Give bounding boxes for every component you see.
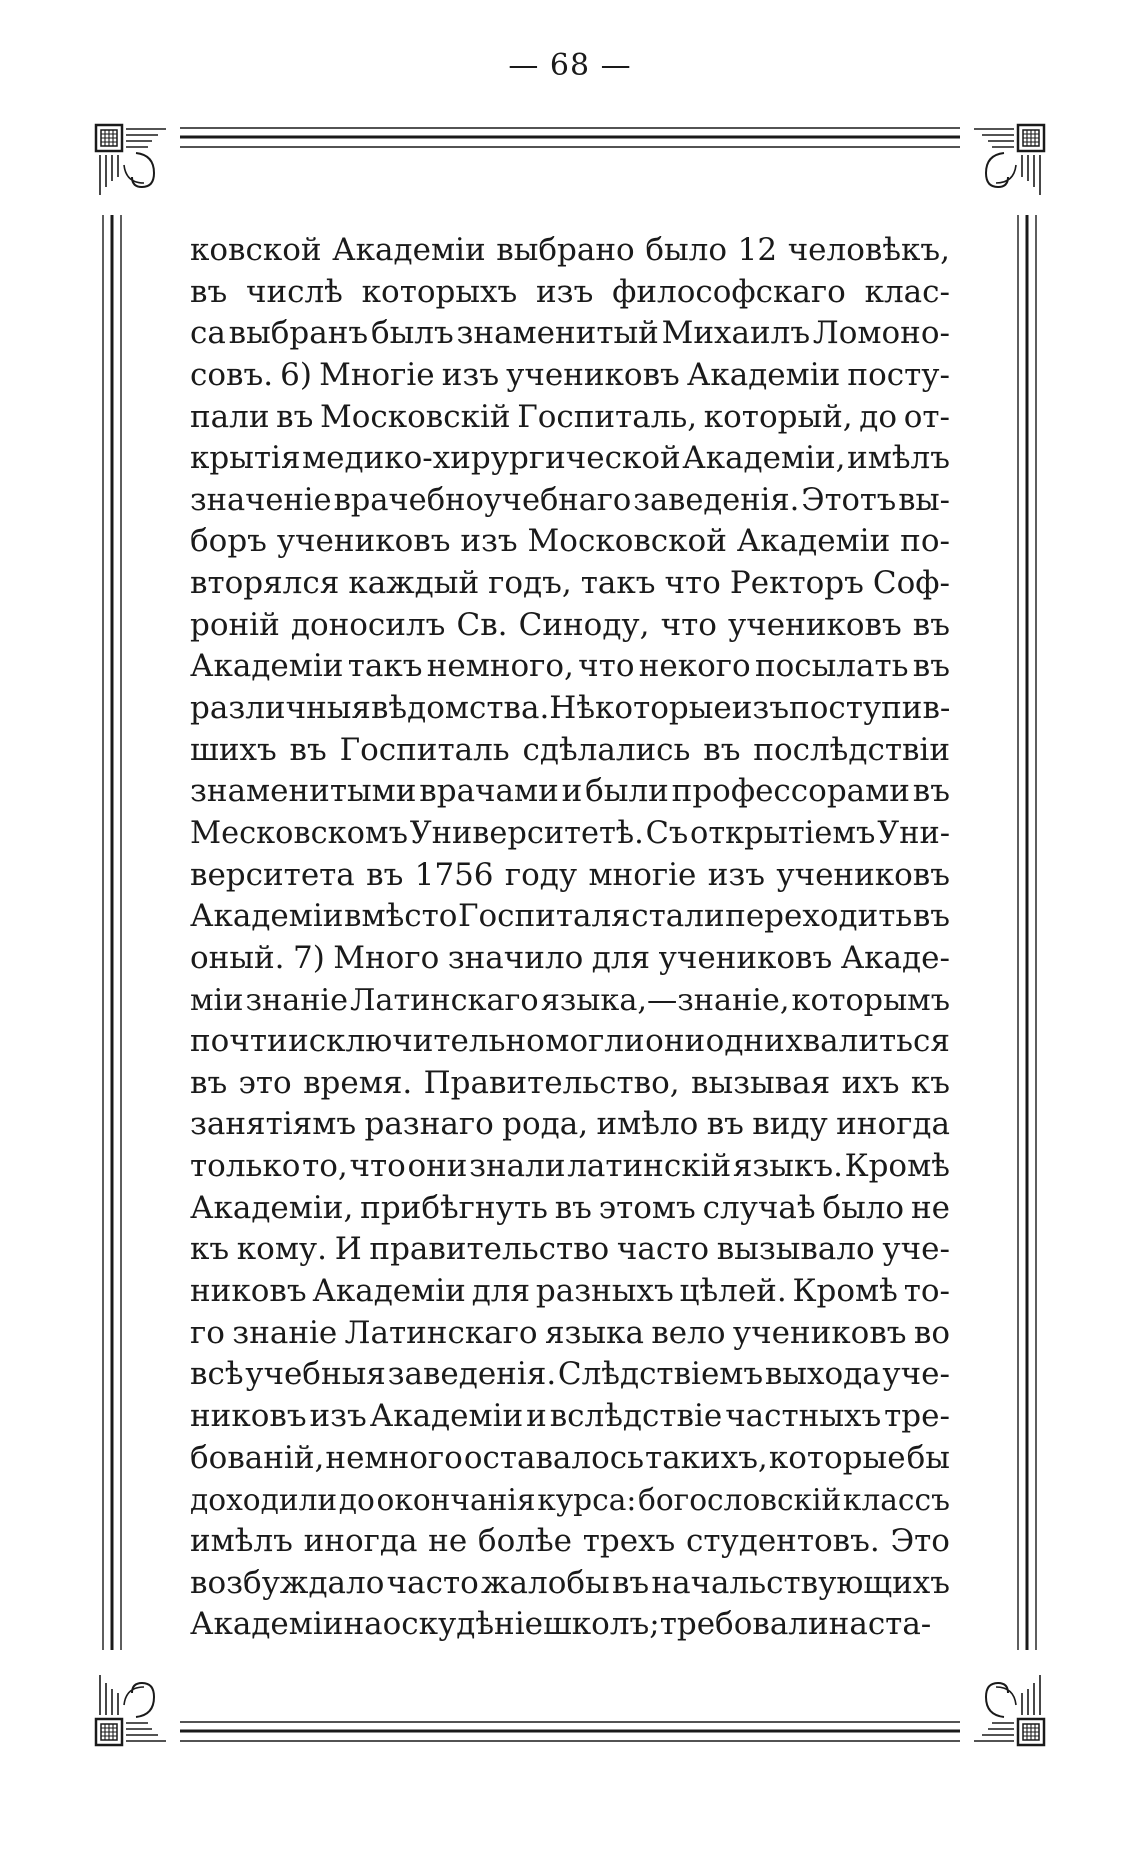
word: Московскій [319, 398, 511, 435]
word: никовъ [190, 1397, 307, 1434]
word: классъ [842, 1482, 950, 1518]
word: въ [190, 273, 228, 310]
word: клас- [864, 273, 950, 310]
word: болѣе [477, 1522, 572, 1559]
word: этомъ [598, 1189, 696, 1226]
word: возбуждало [190, 1564, 385, 1601]
word: въ [703, 731, 741, 768]
word: переходить [725, 898, 913, 935]
word: были [585, 773, 669, 810]
word: Академіи [190, 1606, 344, 1643]
word: въ [554, 1189, 592, 1226]
word: въ [611, 1564, 650, 1601]
word: имѣлъ [847, 440, 950, 477]
word: для [471, 1273, 531, 1310]
word: значеніе [190, 482, 332, 518]
word: сдѣлались [522, 731, 691, 768]
word: студентовъ. [686, 1522, 880, 1559]
word: вызывало [716, 1231, 875, 1268]
word: человѣкъ, [787, 232, 950, 268]
word: медико-хирургической [302, 440, 681, 477]
word: Госпиталь, [517, 398, 698, 435]
text-line [190, 646, 950, 688]
word: крытія [190, 440, 301, 477]
word: го [190, 1314, 225, 1351]
word: Ректоръ [729, 565, 864, 602]
word: имѣлъ [190, 1522, 293, 1559]
word: вторялся [190, 565, 340, 602]
word: профессорами [671, 773, 910, 810]
text-line [190, 938, 950, 980]
text-line [190, 688, 950, 730]
text-line [190, 480, 950, 522]
word: рода, [502, 1106, 589, 1143]
text-line [190, 1271, 950, 1313]
word: имѣло [596, 1106, 699, 1143]
word: Академіи [190, 648, 344, 685]
word: немного [325, 1439, 463, 1476]
text-line [190, 1396, 950, 1438]
word: Многіе [319, 356, 435, 393]
word: 7) [292, 939, 325, 976]
frame-right-rule [1018, 215, 1036, 1650]
word: латинскій [567, 1148, 732, 1185]
text-line [190, 1354, 950, 1396]
word: совъ. [190, 356, 274, 393]
word: одни [705, 1023, 785, 1060]
word: Академіи, [190, 1189, 354, 1226]
word: требовали [659, 1606, 829, 1643]
word: никовъ [190, 1273, 307, 1310]
word: Академіи [686, 356, 841, 393]
word: 1756 [414, 856, 494, 893]
word: курса: [537, 1482, 637, 1518]
word: ихъ [841, 1064, 900, 1101]
frame-bottom-rule [180, 1722, 960, 1741]
text-line [190, 980, 950, 1022]
word: который, [703, 398, 853, 435]
word: Академіи, [682, 440, 846, 477]
word: окончанія [376, 1482, 536, 1518]
word: языкъ. [732, 1148, 843, 1185]
word: бы [906, 1439, 950, 1476]
word: могли [545, 1023, 645, 1060]
word: не [910, 1189, 950, 1226]
word: на [343, 1606, 383, 1643]
text-line [190, 521, 950, 563]
word: Московской [527, 523, 727, 560]
word: почти [190, 1023, 288, 1060]
word: наста- [828, 1606, 932, 1643]
word: оный. [190, 939, 285, 976]
word: изъ [441, 356, 500, 393]
word: от- [903, 398, 950, 435]
text-line [190, 397, 950, 439]
frame-left-rule [103, 215, 121, 1650]
word: въ [289, 731, 327, 768]
word: боръ [190, 523, 267, 560]
word: Академіи [332, 232, 486, 268]
word: Съ [645, 815, 689, 851]
word: по- [900, 523, 950, 560]
word: начальствующихъ [651, 1564, 950, 1601]
word: разныхъ [535, 1273, 674, 1310]
text-line [190, 1604, 950, 1646]
word: такъ [580, 565, 656, 602]
text-line [190, 1229, 950, 1271]
word: учениковъ [506, 356, 680, 393]
word: Акаде- [840, 939, 950, 976]
word: врачами [419, 773, 559, 810]
word: доходили [190, 1482, 338, 1518]
word: пали [190, 398, 270, 435]
word: тре- [884, 1397, 950, 1434]
text-line [190, 1104, 950, 1146]
word: оставалось [463, 1439, 644, 1476]
word: каждый [348, 565, 480, 602]
word: они [407, 1148, 468, 1185]
word: И [334, 1231, 362, 1268]
word: годъ, [488, 565, 572, 602]
word: доносилъ [290, 606, 446, 643]
word: часто [386, 1564, 479, 1601]
word: Месковскомъ [190, 815, 408, 851]
word: 6) [280, 356, 312, 393]
word: которые [768, 1439, 906, 1476]
word: уче- [882, 1356, 950, 1393]
text-line [190, 1313, 950, 1355]
text-line [190, 605, 950, 647]
word: въ [912, 648, 950, 685]
word: Нѣкоторые [549, 690, 732, 727]
word: бованій, [190, 1439, 325, 1476]
word: 12 [737, 232, 778, 268]
word: учениковъ [728, 606, 902, 643]
text-line [190, 813, 950, 855]
frame-top-rule [180, 128, 960, 147]
word: цѣлей. [679, 1273, 787, 1310]
corner-ornament-bottom-left [96, 1675, 166, 1745]
word: что [578, 648, 635, 685]
word: виду [752, 1106, 828, 1143]
word: языка,—знаніе, [540, 982, 790, 1018]
word: жалобы [481, 1564, 610, 1601]
word: оскудѣніе [382, 1606, 543, 1643]
word: то, [302, 1148, 348, 1185]
word: время. [303, 1064, 413, 1101]
word: учебныя [245, 1356, 386, 1393]
word: въ [912, 898, 950, 935]
word: хвалиться [785, 1023, 950, 1060]
word: до [338, 1482, 375, 1518]
word: вело [651, 1314, 726, 1351]
text-line [190, 855, 950, 897]
body-text [190, 230, 950, 1646]
word: иногда [303, 1522, 418, 1559]
word: значило [447, 939, 584, 976]
word: знаменитыми [190, 773, 417, 810]
word: случаѣ [702, 1189, 816, 1226]
word: то- [903, 1273, 950, 1310]
word: было [822, 1189, 905, 1226]
word: вмѣсто [344, 898, 458, 935]
word: стали [631, 898, 725, 935]
word: знаменитый [456, 315, 659, 352]
word: Много [333, 939, 440, 976]
word: Кромѣ [792, 1273, 898, 1310]
word: изъ [707, 856, 766, 893]
word: учениковъ [276, 523, 451, 560]
text-line [190, 896, 950, 938]
word: различныя [190, 690, 371, 727]
word: былъ [370, 315, 454, 352]
word: выбранъ [228, 315, 369, 352]
word: часто [616, 1231, 710, 1268]
word: языка [544, 1314, 644, 1351]
word: они [645, 1023, 706, 1060]
word: школъ; [542, 1606, 660, 1643]
word: въ [912, 606, 950, 643]
word: и [561, 773, 583, 810]
word: Правительство, [423, 1064, 680, 1101]
word: частныхъ [725, 1397, 882, 1434]
word: вызывая [691, 1064, 831, 1101]
word: и [526, 1397, 547, 1434]
word: поступив- [789, 690, 951, 727]
word: къ [910, 1064, 950, 1101]
word: уче- [882, 1231, 950, 1268]
corner-ornament-top-right [974, 125, 1044, 195]
word: для [591, 939, 651, 976]
word: учениковъ [658, 939, 833, 976]
corner-ornament-top-left [96, 125, 166, 195]
text-line [190, 730, 950, 772]
text-line [190, 230, 950, 272]
word: правительство [369, 1231, 610, 1268]
word: Университетѣ. [409, 815, 644, 851]
word: Госпиталь [339, 731, 510, 768]
word: многіе [588, 856, 697, 893]
word: знали [469, 1148, 566, 1185]
corner-ornament-bottom-right [974, 1675, 1044, 1745]
word: что [664, 565, 721, 602]
word: всѣ [190, 1356, 244, 1393]
word: Госпиталя [457, 898, 631, 935]
word: вслѣдствіе [549, 1397, 723, 1434]
word: это [238, 1064, 292, 1101]
word: исключительно [288, 1023, 545, 1060]
word: посылать [754, 648, 909, 685]
word: роній [190, 606, 280, 643]
text-line [190, 1021, 950, 1063]
word: послѣдствіи [753, 731, 950, 768]
word: Соф- [872, 565, 950, 602]
word: некого [638, 648, 751, 685]
word: Академіи [190, 898, 344, 935]
word: которыхъ [361, 273, 518, 310]
text-line [190, 1063, 950, 1105]
word: учениковъ [776, 856, 950, 893]
word: въ [366, 856, 404, 893]
word: въ [912, 773, 950, 810]
word: Ломоно- [812, 315, 950, 352]
text-line [190, 771, 950, 813]
word: верситета [190, 856, 355, 893]
text-line [190, 1479, 950, 1521]
word: Уни- [877, 815, 950, 851]
word: къ [190, 1231, 230, 1268]
word: изъ [731, 690, 790, 727]
word: Этотъ [801, 482, 897, 518]
word: прибѣгнуть [360, 1189, 548, 1226]
word: иногда [836, 1106, 950, 1143]
word: Академіи [312, 1273, 466, 1310]
word: Михаилъ [661, 315, 811, 352]
word: кому. [236, 1231, 328, 1268]
word: изъ [309, 1397, 367, 1434]
word: не [428, 1522, 468, 1559]
word: посту- [847, 356, 950, 393]
word: ковской [190, 232, 322, 268]
word: знаніе [245, 982, 349, 1018]
word: открытіемъ [690, 815, 876, 851]
word: году [504, 856, 578, 893]
word: богословскій [638, 1482, 842, 1518]
text-line [190, 1521, 950, 1563]
word: заведенія. [633, 482, 800, 518]
word: во [913, 1314, 950, 1351]
word: Св. [456, 606, 508, 643]
word: Слѣдствіемъ [557, 1356, 764, 1393]
word: Кромѣ [844, 1148, 950, 1185]
word: немного, [426, 648, 574, 685]
word: которымъ [791, 982, 950, 1018]
text-line [190, 563, 950, 605]
word: было [645, 232, 728, 268]
word: знаніе [232, 1314, 338, 1351]
word: Академіи [736, 523, 891, 560]
word: Латинскаго [344, 1314, 538, 1351]
word: въ [276, 398, 314, 435]
word: учениковъ [732, 1314, 907, 1351]
text-line [190, 1146, 950, 1188]
word: такихъ, [645, 1439, 768, 1476]
word: философскаго [612, 273, 846, 310]
word: са [190, 315, 226, 352]
text-line [190, 313, 950, 355]
word: заведенія. [387, 1356, 557, 1393]
text-line [190, 1188, 950, 1230]
word: выхода [764, 1356, 881, 1393]
text-line [190, 355, 950, 397]
word: что [349, 1148, 406, 1185]
word: изъ [536, 273, 594, 310]
word: только [190, 1148, 301, 1185]
word: занятіямъ [190, 1106, 357, 1143]
word: врачебноучебнаго [333, 482, 632, 518]
word: трехъ [582, 1522, 676, 1559]
word: разнаго [364, 1106, 494, 1143]
word: въ [190, 1064, 228, 1101]
word: до [859, 398, 898, 435]
word: Латинскаго [350, 982, 539, 1018]
word: міи [190, 982, 244, 1018]
word: Синоду, [518, 606, 650, 643]
word: Академіи [369, 1397, 524, 1434]
text-line [190, 272, 950, 314]
word: изъ [460, 523, 518, 560]
text-line [190, 1438, 950, 1480]
text-line [190, 1563, 950, 1605]
word: что [660, 606, 717, 643]
word: вѣдомства. [370, 690, 550, 727]
word: вы- [898, 482, 950, 518]
word: числѣ [245, 273, 343, 310]
word: Это [890, 1522, 950, 1559]
page-number: — 68 — [508, 48, 632, 83]
word: шихъ [190, 731, 277, 768]
word: выбрано [496, 232, 635, 268]
text-line [190, 438, 950, 480]
word: въ [706, 1106, 744, 1143]
word: такъ [347, 648, 423, 685]
